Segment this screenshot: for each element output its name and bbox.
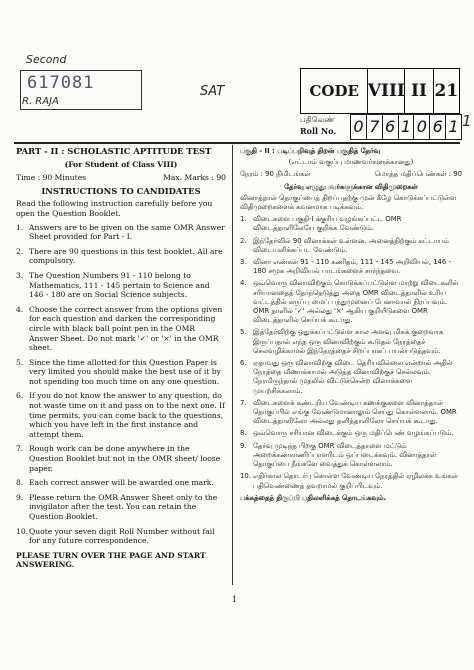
instruction-item (240, 442, 462, 470)
instruction-item (16, 444, 226, 473)
instruction-text: தேர்வு முடிந்த பிறகு OMR விடைத்தாளை மட்டும் அறைக்கண்காணிப்பாளரிடம் ஒப்படைக்கவும். வினாத்தாள் தொகுப்பை நீங்களே வைத்துக் கொள்ளலாம். (253, 441, 437, 469)
time-allowed: Time : 90 Minutes (16, 173, 87, 183)
instruction-item (240, 429, 462, 438)
instruction-text: Since the time allotted for this Question Paper is very limited you should make the best use of it by not spending too much time on any one question. (29, 357, 221, 386)
page-number: 1 (232, 595, 238, 604)
instruction-number: 3. (240, 258, 247, 267)
instruction-number: 9. (240, 441, 247, 450)
roll-label: Roll No. (300, 126, 337, 136)
instruction-text: எதிர்கால தொடர்பு கொள்ள வேண்டிய நேரத்தில் ஏழிலக்க உங்கள் பதிவெண்ணைத் தவறாமல் குறிப்பிடவும். (253, 472, 458, 490)
instruction-text: Please return the OMR Answer Sheet only to the invigilator after the test. You can retain the Question Booklet. (29, 492, 218, 521)
instruction-text: Choose the correct answer from the options given for each question and darken the corresponding circle with black ball point pen in the OMR Answer Sheet. Do not mark '✓' or '×' in the OMR sheet. (29, 304, 223, 353)
footer-instruction: PLEASE TURN OVER THE PAGE AND START ANSWERING. (16, 550, 206, 570)
instruction-text: The Question Numbers 91 - 110 belong to Mathematics, 111 - 145 pertain to Science and 146 - 180 are on Social Science subjects. (29, 270, 210, 300)
instruction-item (240, 279, 462, 325)
instruction-item (16, 223, 226, 242)
instruction-number: 5. (16, 357, 24, 367)
instruction-item (240, 328, 462, 356)
instruction-number: 10. (240, 472, 251, 481)
instructions-title: INSTRUCTIONS TO CANDIDATES (41, 185, 201, 196)
roll-digit: 6 (430, 115, 446, 139)
instructions-title-tamil: தேர்வு எழுதுபவர்களுக்கான விதிமுறைகள் (284, 182, 418, 191)
instruction-number: 9. (16, 492, 24, 502)
max-marks-tamil: மொத்த மதிப்பெண்கள் : 90 (374, 170, 462, 179)
roll-digit: 0 (351, 115, 367, 139)
tamil-instructions-list (240, 215, 462, 490)
instruction-number: 8. (240, 429, 247, 438)
instruction-text: வினா எண்கள் 91 - 110 கணிதம், 111 - 145 அறிவியல், 146 - 180 சமூக அறிவியல் பாடங்களைச் சார்ந்தவை. (253, 258, 451, 276)
subtitle-tamil: (எட்டாம் வகுப்பு மாணவர்களுக்கானது) (288, 158, 414, 167)
instruction-number: 4. (240, 279, 247, 288)
instruction-text: இத்தேர்விற்கு ஒதுக்கப்பட்டுள்ள கால அளவு மிகக் குறைவாக இருப்பதால் எந்த ஒரு வினாவிற்கும் கூடுதல் நேரத்தைச் செலவழிக்காமல் இந்நேரத்தைச் சிறப்பாகப் பயன்படுத்தவும். (253, 328, 444, 355)
handwritten-sat: SAT (200, 84, 225, 99)
instruction-item (16, 527, 226, 546)
english-column (16, 147, 226, 570)
instruction-number: 3. (16, 270, 24, 280)
instruction-text: ஒவ்வொரு வினாவிற்கும் கொடுக்கப்பட்டுள்ள மாற்று விடைகளில் சரியானதைத் தேர்ந்தெடுத்து அதை OMR விடைத்தாளில் உரிய வட்டத்தில் கருப்பு மைப் பந்துமுனைப் பேனாவால் நிரப்பவும். OMR தாளில் '✓' அல்லது '×' ஆகிய குறியீடுகளை OMR விடைத்தாளில் செய்யக் கூடாது. (253, 279, 459, 325)
instruction-number: 5. (240, 328, 247, 337)
instruction-number: 2. (16, 246, 24, 256)
instruction-item (16, 305, 226, 353)
instruction-text: விடைகளைக் கண்டறிய வேண்டிய கணக்குகளை வினாத்தாள் தொகுப்பில் எங்கு வேண்டுமானாலும் செய்து கொள்ளலாம். OMR விடைத்தாளிலோ அல்லது தனித்தாளிலோ செய்யக் கூடாது. (253, 398, 457, 426)
instruction-text: Quote your seven digit Roll Number without fail for any future correspondence. (29, 526, 215, 546)
instruction-text: Rough work can be done anywhere in the Question Booklet but not in the OMR sheet/ loose paper. (29, 444, 221, 473)
roll-label-tamil: பதிவெண் (300, 115, 335, 124)
roll-digit: 7 (367, 115, 383, 139)
instruction-item (16, 271, 226, 300)
instruction-number: 8. (16, 478, 24, 488)
roll-digit: 6 (383, 115, 399, 139)
instruction-text: இந்தேர்வில் 90 வினாக்கள் உள்ளன. அனைத்திற்கும் கட்டாயம் விடையளிக்கப்பட வேண்டும். (253, 236, 449, 254)
handwritten-name: R. RAJA (22, 96, 59, 107)
time-allowed-tamil: நேரம் : 90 நிமிடங்கள் (240, 170, 311, 179)
code-part: II (405, 69, 433, 113)
instruction-number: 4. (16, 304, 24, 314)
instruction-item (240, 215, 462, 233)
roll-number-boxes (350, 114, 462, 140)
instruction-text: Answers are to be given on the same OMR Answer Sheet provided for Part - I. (29, 222, 225, 242)
instruction-text: ஒவ்வொரு சரியான விடைக்கும் ஒரு மதிப்பெண் வழங்கப்படும். (253, 429, 454, 438)
instruction-number: 2. (240, 236, 247, 245)
instruction-number: 10. (16, 526, 29, 536)
part-title: PART - II : SCHOLASTIC APTITUDE TEST (16, 146, 212, 156)
max-marks: Max. Marks : 90 (163, 173, 226, 183)
footer-instruction-tamil: பக்கத்தைத் திருப்பி பதிலளிக்கத் தொடங்கவும். (240, 493, 387, 502)
subtitle: (For Student of Class VIII) (64, 159, 178, 169)
roll-digit: 1 (399, 115, 415, 139)
code-box (300, 68, 460, 114)
instruction-number: 6. (240, 359, 247, 368)
tamil-column (240, 147, 462, 503)
instruction-number: 1. (240, 215, 247, 224)
handwritten-note-top: Second (26, 53, 67, 66)
instruction-item (240, 359, 462, 396)
instruction-number: 1. (16, 222, 24, 232)
stamp-number: 617081 (27, 73, 95, 93)
roll-digit: 0 (414, 115, 430, 139)
instruction-text: If you do not know the answer to any question, do not waste time on it and pass on to the next one. If time permits, you can come back to the questions, which you have left in the first instance and attempt them. (29, 391, 225, 439)
instruction-item (16, 493, 226, 522)
instruction-text: விடைகளை பகுதி-I க்குரிய வழங்கப்பட்ட OMR விடைத்தாளிலேயே குறிக்க வேண்டும். (253, 215, 402, 233)
header-separator (14, 142, 460, 144)
roll-digit: 1 (448, 117, 459, 136)
instruction-number: 6. (16, 391, 24, 401)
instruction-item (16, 391, 226, 439)
instruction-number: 7. (16, 444, 24, 454)
instruction-number: 7. (240, 398, 247, 407)
instruction-text: ஏதாவது ஒரு வினாவிற்கு விடை தெரியவில்லை என்றால் அதில் நேரத்தை வீணாக்காமல் அடுத்த வினாவிற்குச் செல்லவும். நேரமிருந்தால் முதலில் விட்டுச்சென்ற வினாக்களை முயற்சிக்கலாம். (253, 359, 453, 395)
instruction-item (240, 399, 462, 427)
english-instructions-list (16, 223, 226, 546)
code-label: CODE (301, 69, 368, 113)
column-divider (232, 145, 233, 585)
instruction-text: There are 90 questions in this test booklet. All are compulsory. (29, 246, 223, 266)
instructions-intro-tamil: வினாத்தாள் தொகுப்பைத் திறப்பதற்கு முன் கீழே கொடுக்கப்பட்டுள்ள விதிமுறைகளைக் கவனமாக படிக்கவும். (240, 193, 457, 212)
instruction-item (240, 472, 462, 490)
instructions-intro: Read the following instruction carefully before you open the Question Booklet. (16, 199, 213, 218)
instruction-item (240, 237, 462, 255)
handwritten-extra-digit: 1 (462, 112, 472, 130)
part-title-tamil: பகுதி - II : படிப்பறிவுத் திறன் பகுதித் தேர்வு (240, 147, 381, 155)
code-paper: 21 (434, 81, 459, 101)
instruction-text: Each correct answer will be awarded one mark. (29, 478, 214, 488)
instruction-item (240, 258, 462, 276)
code-class: VIII (368, 69, 405, 113)
instruction-item (16, 247, 226, 266)
instruction-item (16, 358, 226, 387)
instruction-item (16, 478, 226, 488)
